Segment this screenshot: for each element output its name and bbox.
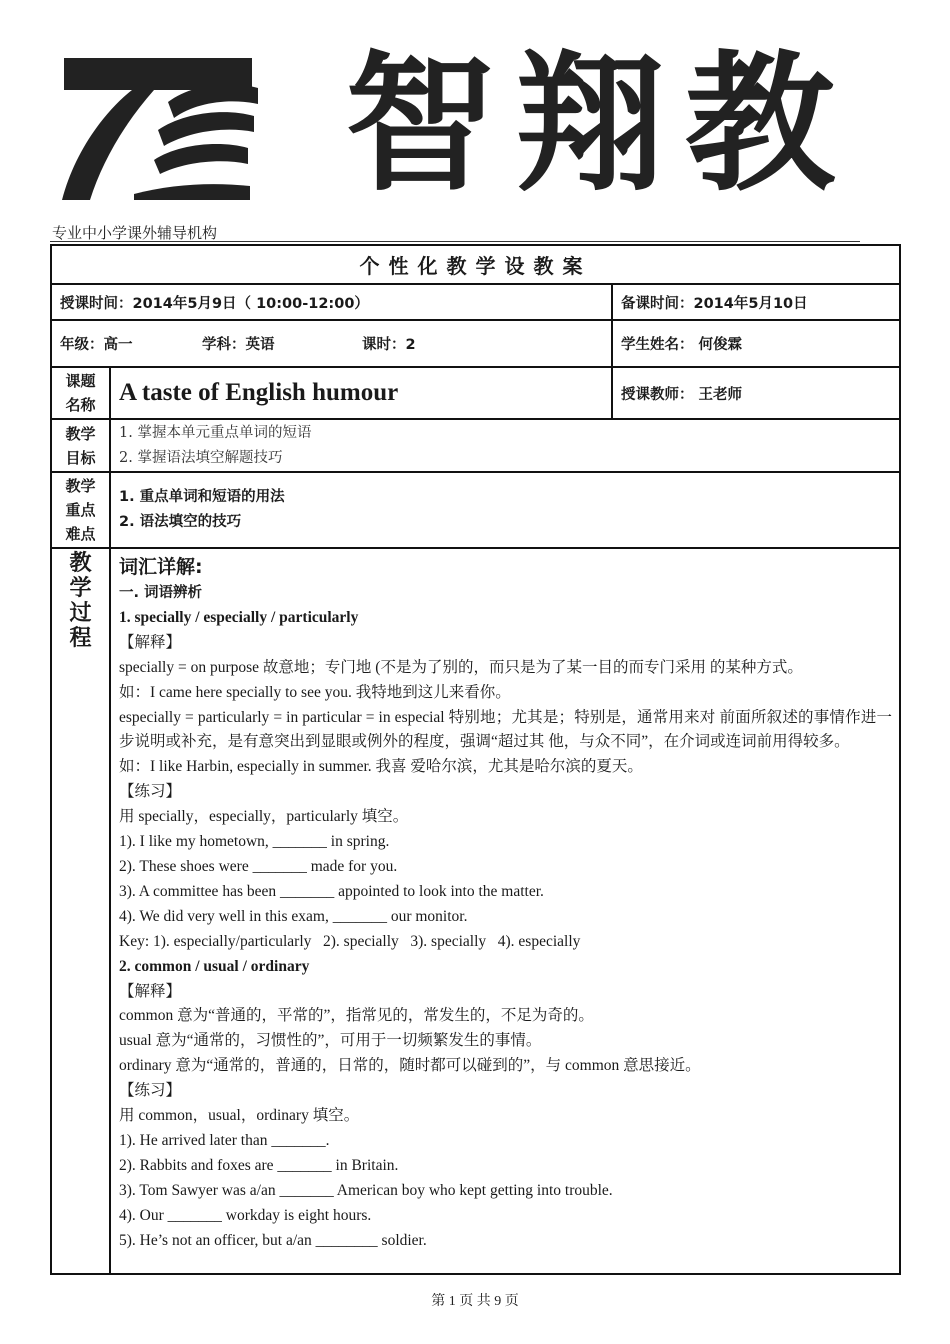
header-divider: [50, 241, 860, 242]
goal-label: 教学 目标: [51, 419, 110, 472]
topic-title: A taste of English humour: [110, 367, 612, 419]
brand-name: 智翔教: [345, 40, 856, 210]
class-hours: 课时：2: [362, 337, 416, 353]
brand-subtitle: 专业中小学课外辅导机构: [52, 224, 218, 242]
example-text: 如：I like Harbin, especially in summer. 我喜 爱哈尔滨，尤其是哈尔滨的夏天。: [119, 758, 643, 776]
explain-text: specially = on purpose 故意地；专门地 (不是为了别的，而只是为了某一目的而专门采用 的某种方式。: [119, 658, 803, 676]
key-point-item: 1. 重点单词和短语的用法: [119, 489, 285, 505]
practice-intro: 用 specially，especially，particularly 填空。: [119, 808, 409, 826]
exercise-item: 3). Tom Sawyer was a/an _______ American boy who kept getting into trouble.: [119, 1181, 613, 1199]
grade: 年级：高一: [60, 337, 133, 353]
student-name: 学生姓名： 何俊霖: [612, 320, 900, 367]
exercise-item: 5). He’s not an officer, but a/an ________ soldier.: [119, 1231, 427, 1249]
exercise-item: 4). We did very well in this exam, _______ our monitor.: [119, 907, 468, 925]
example-text: 如：I came here specially to see you. 我特地到这儿来看你。: [119, 683, 511, 701]
explain-text: ordinary 意为“通常的，普通的，日常的，随时都可以碰到的”，与 common 意思接近。: [119, 1057, 701, 1075]
teach-time: 授课时间：2014年5月9日（ 10:00-12:00）: [51, 284, 612, 320]
exercise-item: 1). I like my hometown, _______ in spring.: [119, 833, 390, 851]
teaching-goals: [110, 419, 900, 472]
process-label: 教 学 过 程: [51, 548, 110, 1274]
key-point-item: 2. 语法填空的技巧: [119, 514, 242, 530]
content-heading: 词汇详解:: [119, 556, 203, 578]
page-number: 第 1 页 共 9 页: [431, 1294, 519, 1309]
goal-item: 1. 掌握本单元重点单词的短语: [119, 424, 312, 441]
practice-intro: 用 common，usual，ordinary 填空。: [119, 1107, 360, 1125]
explain-label: 【解释】: [119, 633, 182, 651]
topic-label: 课题 名称: [51, 367, 110, 419]
key-points-label: 教学 重点 难点: [51, 472, 110, 548]
practice-label: 【练习】: [119, 783, 182, 801]
teacher-name: 授课教师： 王老师: [612, 367, 900, 419]
section-title: 一. 词语辨析: [119, 585, 203, 601]
exercise-item: 2). Rabbits and foxes are _______ in Britain.: [119, 1156, 399, 1174]
explain-text: especially = particularly = in particular = in especial 特别地；尤其是；特别是，通常用来对 前面所叙述的事情作进一步说明或补充，是有意突出到显眼或例外的程度，强调“超过其 他，与众不同”，在介词或连词前用得较多。: [119, 708, 893, 751]
prep-time: 备课时间：2014年5月10日: [612, 284, 900, 320]
exercise-item: 3). A committee has been _______ appointed to look into the matter.: [119, 882, 544, 900]
answer-key: Key: 1). especially/particularly 2). specially 3). specially 4). especially: [119, 932, 581, 950]
subject: 学科：英语: [202, 337, 275, 353]
goal-item: 2. 掌握语法填空解题技巧: [119, 449, 283, 466]
plan-title: 个性化教学设教案: [51, 245, 900, 284]
practice-label: 【练习】: [119, 1082, 182, 1100]
lesson-plan-table: [50, 244, 901, 1275]
explain-text: common 意为“普通的，平常的”，指常见的，常发生的，不足为奇的。: [119, 1007, 594, 1025]
grade-subject-row: [51, 320, 612, 367]
explain-label: 【解释】: [119, 982, 182, 1000]
key-points: [110, 472, 900, 548]
explain-text: usual 意为“通常的，习惯性的”，可用于一切频繁发生的事情。: [119, 1032, 542, 1050]
exercise-item: 4). Our _______ workday is eight hours.: [119, 1206, 372, 1224]
item-title: 1. specially / especially / particularly: [119, 608, 359, 626]
exercise-item: 2). These shoes were _______ made for you.: [119, 857, 398, 875]
lesson-content: [110, 548, 900, 1274]
item-title: 2. common / usual / ordinary: [119, 957, 310, 975]
brand-logo-icon: [62, 44, 260, 204]
exercise-item: 1). He arrived later than _______.: [119, 1131, 330, 1149]
